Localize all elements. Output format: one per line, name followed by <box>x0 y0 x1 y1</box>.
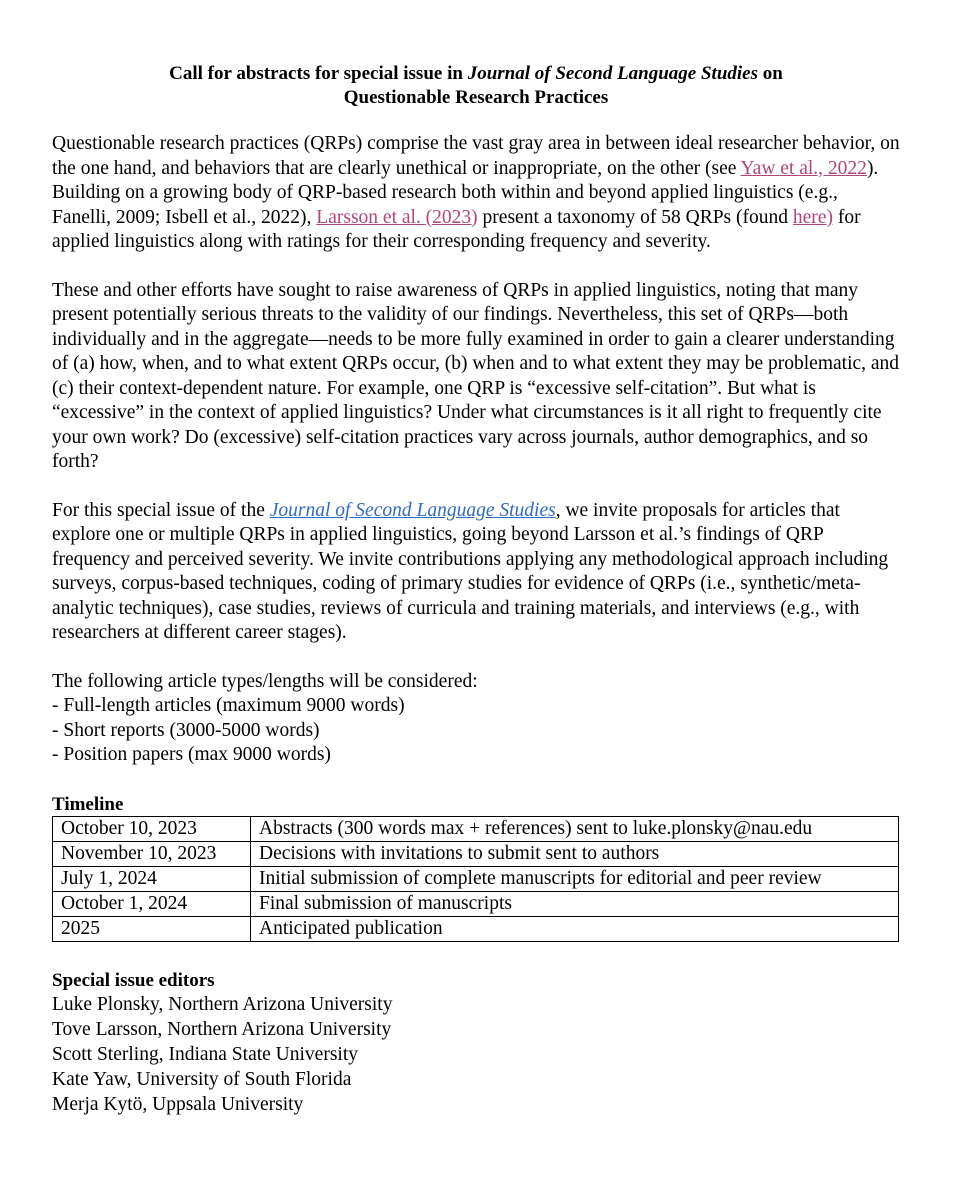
para3-text-2: , we invite proposals for articles that explore one or multiple QRPs in applied linguistics, going beyond Larsson et al.’s findings of QRP frequency and perceived severity. We invite contributions applying any methodological approach including surveys, corpus-based techniques, coding of primary studies for evidence of QRPs (i.e., synthetic/meta-analytic techniques), case studies, reviews of curricula and training materials, and interviews (e.g., with researchers at different career stages). <box>52 499 889 643</box>
timeline-date: July 1, 2024 <box>53 866 251 891</box>
timeline-event: Anticipated publication <box>251 916 899 941</box>
editors-heading: Special issue editors <box>52 969 215 991</box>
timeline-date: October 10, 2023 <box>53 816 251 841</box>
timeline-date: 2025 <box>53 916 251 941</box>
link-here[interactable]: here) <box>792 206 833 228</box>
table-row <box>53 916 899 941</box>
link-larsson-2023[interactable]: Larsson et al. (2023) <box>316 206 478 228</box>
title-journal-name: Journal of Second Language Studies <box>467 63 759 84</box>
document-title <box>52 62 900 110</box>
editor-entry: Luke Plonsky, Northern Arizona University <box>52 993 393 1015</box>
table-row <box>53 866 899 891</box>
table-row <box>53 891 899 916</box>
timeline-table <box>52 816 899 942</box>
article-types <box>52 670 900 768</box>
article-type-item: - Position papers (max 9000 words) <box>52 744 331 765</box>
paragraph-invitation <box>52 499 900 646</box>
link-yaw-2022[interactable]: Yaw et al., 2022 <box>740 157 867 179</box>
para1-text-2: ). Building on a growing body of QRP-based research both within and beyond applied linguistics (e.g., Fanelli, 2009; Isbell et al., 2022), <box>52 157 879 228</box>
timeline-event: Final submission of manuscripts <box>251 891 899 916</box>
article-type-item: - Full-length articles (maximum 9000 words) <box>52 695 405 716</box>
title-line-2: Questionable Research Practices <box>343 87 609 108</box>
para3-text-1: For this special issue of the <box>52 499 270 521</box>
editor-entry: Merja Kytö, Uppsala University <box>52 1093 304 1115</box>
title-suffix: on <box>758 63 783 84</box>
table-row <box>53 841 899 866</box>
editor-entry: Scott Sterling, Indiana State University <box>52 1043 358 1065</box>
timeline-heading: Timeline <box>52 793 124 815</box>
timeline-event: Initial submission of complete manuscripts for editorial and peer review <box>251 866 899 891</box>
article-types-intro: The following article types/lengths will be considered: <box>52 670 478 692</box>
para1-text-1: Questionable research practices (QRPs) comprise the vast gray area in between ideal researcher behavior, on the one hand, and behaviors that are clearly unethical or inappropriate, on the other (see <box>52 133 900 179</box>
article-type-item: - Short reports (3000-5000 words) <box>52 719 320 741</box>
timeline-date: November 10, 2023 <box>53 841 251 866</box>
link-journal[interactable]: Journal of Second Language Studies <box>269 499 556 521</box>
para1-text-4: for applied linguistics along with ratings for their corresponding frequency and severity. <box>52 206 861 252</box>
timeline-event: Abstracts (300 words max + references) sent to luke.plonsky@nau.edu <box>251 816 899 841</box>
timeline-date: October 1, 2024 <box>53 891 251 916</box>
title-prefix: Call for abstracts for special issue in <box>169 63 468 84</box>
paragraph-intro <box>52 132 900 255</box>
table-row <box>53 816 899 841</box>
paragraph-awareness: These and other efforts have sought to raise awareness of QRPs in applied linguistics, noting that many present potentially serious threats to the validity of our findings. Nevertheless, this set of QRPs—both individually and in the aggregate—needs to be more fully examined in order to gain a clearer understanding of (a) how, when, and to what extent QRPs occur, (b) when and to what extent they may be problematic, and (c) their context-dependent nature. For example, one QRP is “excessive self-citation”. But what is “excessive” in the context of applied linguistics? Under what circumstances is it all right to frequently cite your own work? Do (excessive) self-citation practices vary across journals, author demographics, and so forth? <box>52 279 900 472</box>
editor-entry: Tove Larsson, Northern Arizona University <box>52 1018 392 1040</box>
para1-text-3: present a taxonomy of 58 QRPs (found <box>477 206 793 228</box>
editors-list <box>52 992 900 1117</box>
editor-entry: Kate Yaw, University of South Florida <box>52 1068 352 1090</box>
timeline-event: Decisions with invitations to submit sent to authors <box>251 841 899 866</box>
